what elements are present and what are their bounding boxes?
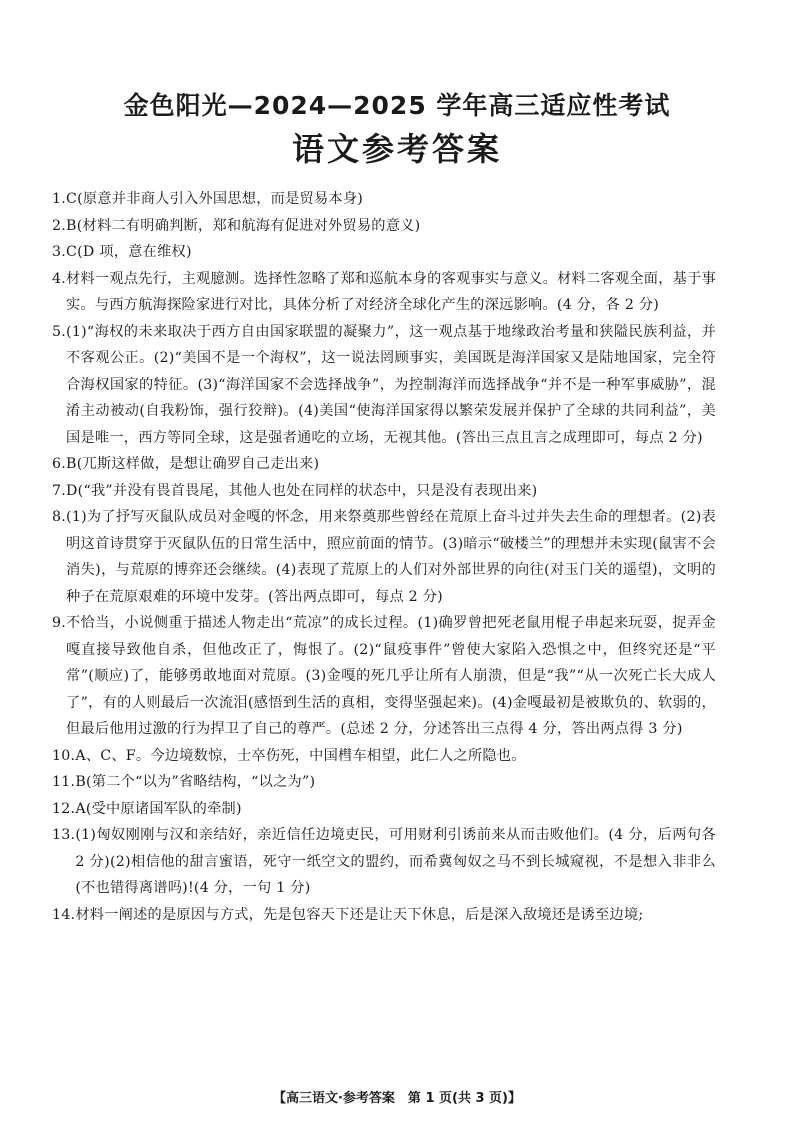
document-subtitle: 语文参考答案 [291,130,502,168]
answer-number: 2. [52,217,67,234]
answer-item [52,504,716,610]
answer-item [52,186,716,213]
answer-number: 1. [52,191,67,207]
answer-text: (1)“海权的未来取决于西方自由国家联盟的凝聚力”，这一观点基于地缘政治考量和狭隘民族利益，并不客观公正。(2)“美国不是一个海权”，这一说法罔顾事实，美国既是海洋国家又是陆地国家，完全符合海权国家的特征。(3)“海洋国家不会选择战争”，为控制海洋而选择战争“并不是一种军事威胁”，混淆主动被动(自我粉饰，强行狡辩)。(4)美国“使海洋国家得以繁荣发展并保护了全球的共同利益”，美国是唯一，西方等同全球，这是强者通吃的立场，无视其他。(答出三点且言之成理即可，每点 2 分) [66,323,716,446]
answer-item [52,478,716,505]
answer-number: 11. [52,774,76,790]
answer-text: B(兀斯这样做，是想让确罗自己走出来) [66,456,320,472]
answer-number: 12. [52,800,76,817]
answer-number: 8. [52,509,67,525]
answer-number: 13. [52,827,76,843]
answer-number: 5. [52,323,67,340]
answer-item [52,451,716,478]
answer-text: 材料一阐述的是原因与方式，先是包容天下还是让天下休息，后是深入敌境还是诱至边境; [75,906,644,923]
answer-text: D(“我”并没有畏首畏尾，其他人也处在同样的状态中，只是没有表现出来) [66,482,538,499]
answer-item [52,213,716,240]
answer-text: A(受中原诸国军队的牵制) [75,800,242,817]
answer-text: C(D 项，意在维权) [66,244,192,260]
answer-text: (1)为了抒写灭鼠队成员对金嘎的怀念，用来祭奠那些曾经在荒原上奋斗过并失去生命的理想者。(2)表明这首诗贯穿于灭鼠队伍的日常生活中，照应前面的情节。(3)暗示“破楼兰”的理想并未实现(鼠害不会消失)，与荒原的博弈还会继续。(4)表现了荒原上的人们对外部世界的向往(对玉门关的遥望)，文明的种子在荒原艰难的环境中发芽。(答出两点即可，每点 2 分) [66,509,716,605]
answer-number: 6. [52,456,67,472]
page-footer: 【高三语文·参考答案 第 1 页(共 3 页)】 [272,1091,522,1106]
answer-number: 3. [52,244,67,260]
answer-item [52,319,716,452]
answer-item [52,822,716,902]
answer-text: B(第二个“以为”省略结构，“以之为”) [75,774,316,790]
answer-text: (1)匈奴刚刚与汉和亲结好，亲近信任边境吏民，可用财利引诱前来从而击败他们。(4 分，后两句各 2 分)(2)相信他的甜言蜜语，死守一纸空文的盟约，而希冀匈奴之马不到长城窥视，不是想入非非么(不也错得离谱吗)!(4 分，一句 1 分) [75,827,716,896]
answer-number: 14. [52,906,76,923]
answer-number: 7. [52,482,67,499]
answer-number: 9. [52,615,67,631]
answer-item [52,769,716,796]
answer-text: 材料一观点先行，主观臆测。选择性忽略了郑和巡航本身的客观事实与意义。材料二客观全面，基于事实。与西方航海探险家进行对比，具体分析了对经济全球化产生的深远影响。(4 分，各 2 分) [66,270,716,313]
answer-item [52,239,716,266]
answer-text: C(原意并非商人引入外国思想，而是贸易本身) [66,191,364,207]
answer-item [52,902,716,929]
answer-item [52,743,716,770]
answer-number: 10. [52,747,76,764]
answer-item [52,796,716,823]
answer-item [52,610,716,743]
document-title: 金色阳光—2024—2025 学年高三适应性考试 [123,91,671,120]
answer-number: 4. [52,270,67,287]
answer-text: 不恰当，小说侧重于描述人物走出“荒凉”的成长过程。(1)确罗曾把死老鼠用棍子串起来玩耍，捉弄金嘎直接导致他自杀，但他改正了，悔恨了。(2)“鼠疫事件”曾使大家陷入恐惧之中，但终究还是“平常”(顺应)了，能够勇敢地面对荒原。(3)金嘎的死几乎让所有人崩溃，但是“我”“从一次死亡长大成人了”，有的人则最后一次流泪(感悟到生活的真相，变得坚强起来)。(4)金嘎最初是被欺负的、软弱的，但最后他用过激的行为捍卫了自己的尊严。(总述 2 分，分述答出三点得 4 分，答出两点得 3 分) [66,615,716,737]
answer-list [52,186,716,928]
answer-text: B(材料二有明确判断，郑和航海有促进对外贸易的意义) [66,217,421,234]
answer-text: A、C、F。今边境数惊，士卒伤死，中国槥车相望，此仁人之所隐也。 [75,747,526,764]
answer-item [52,266,716,319]
